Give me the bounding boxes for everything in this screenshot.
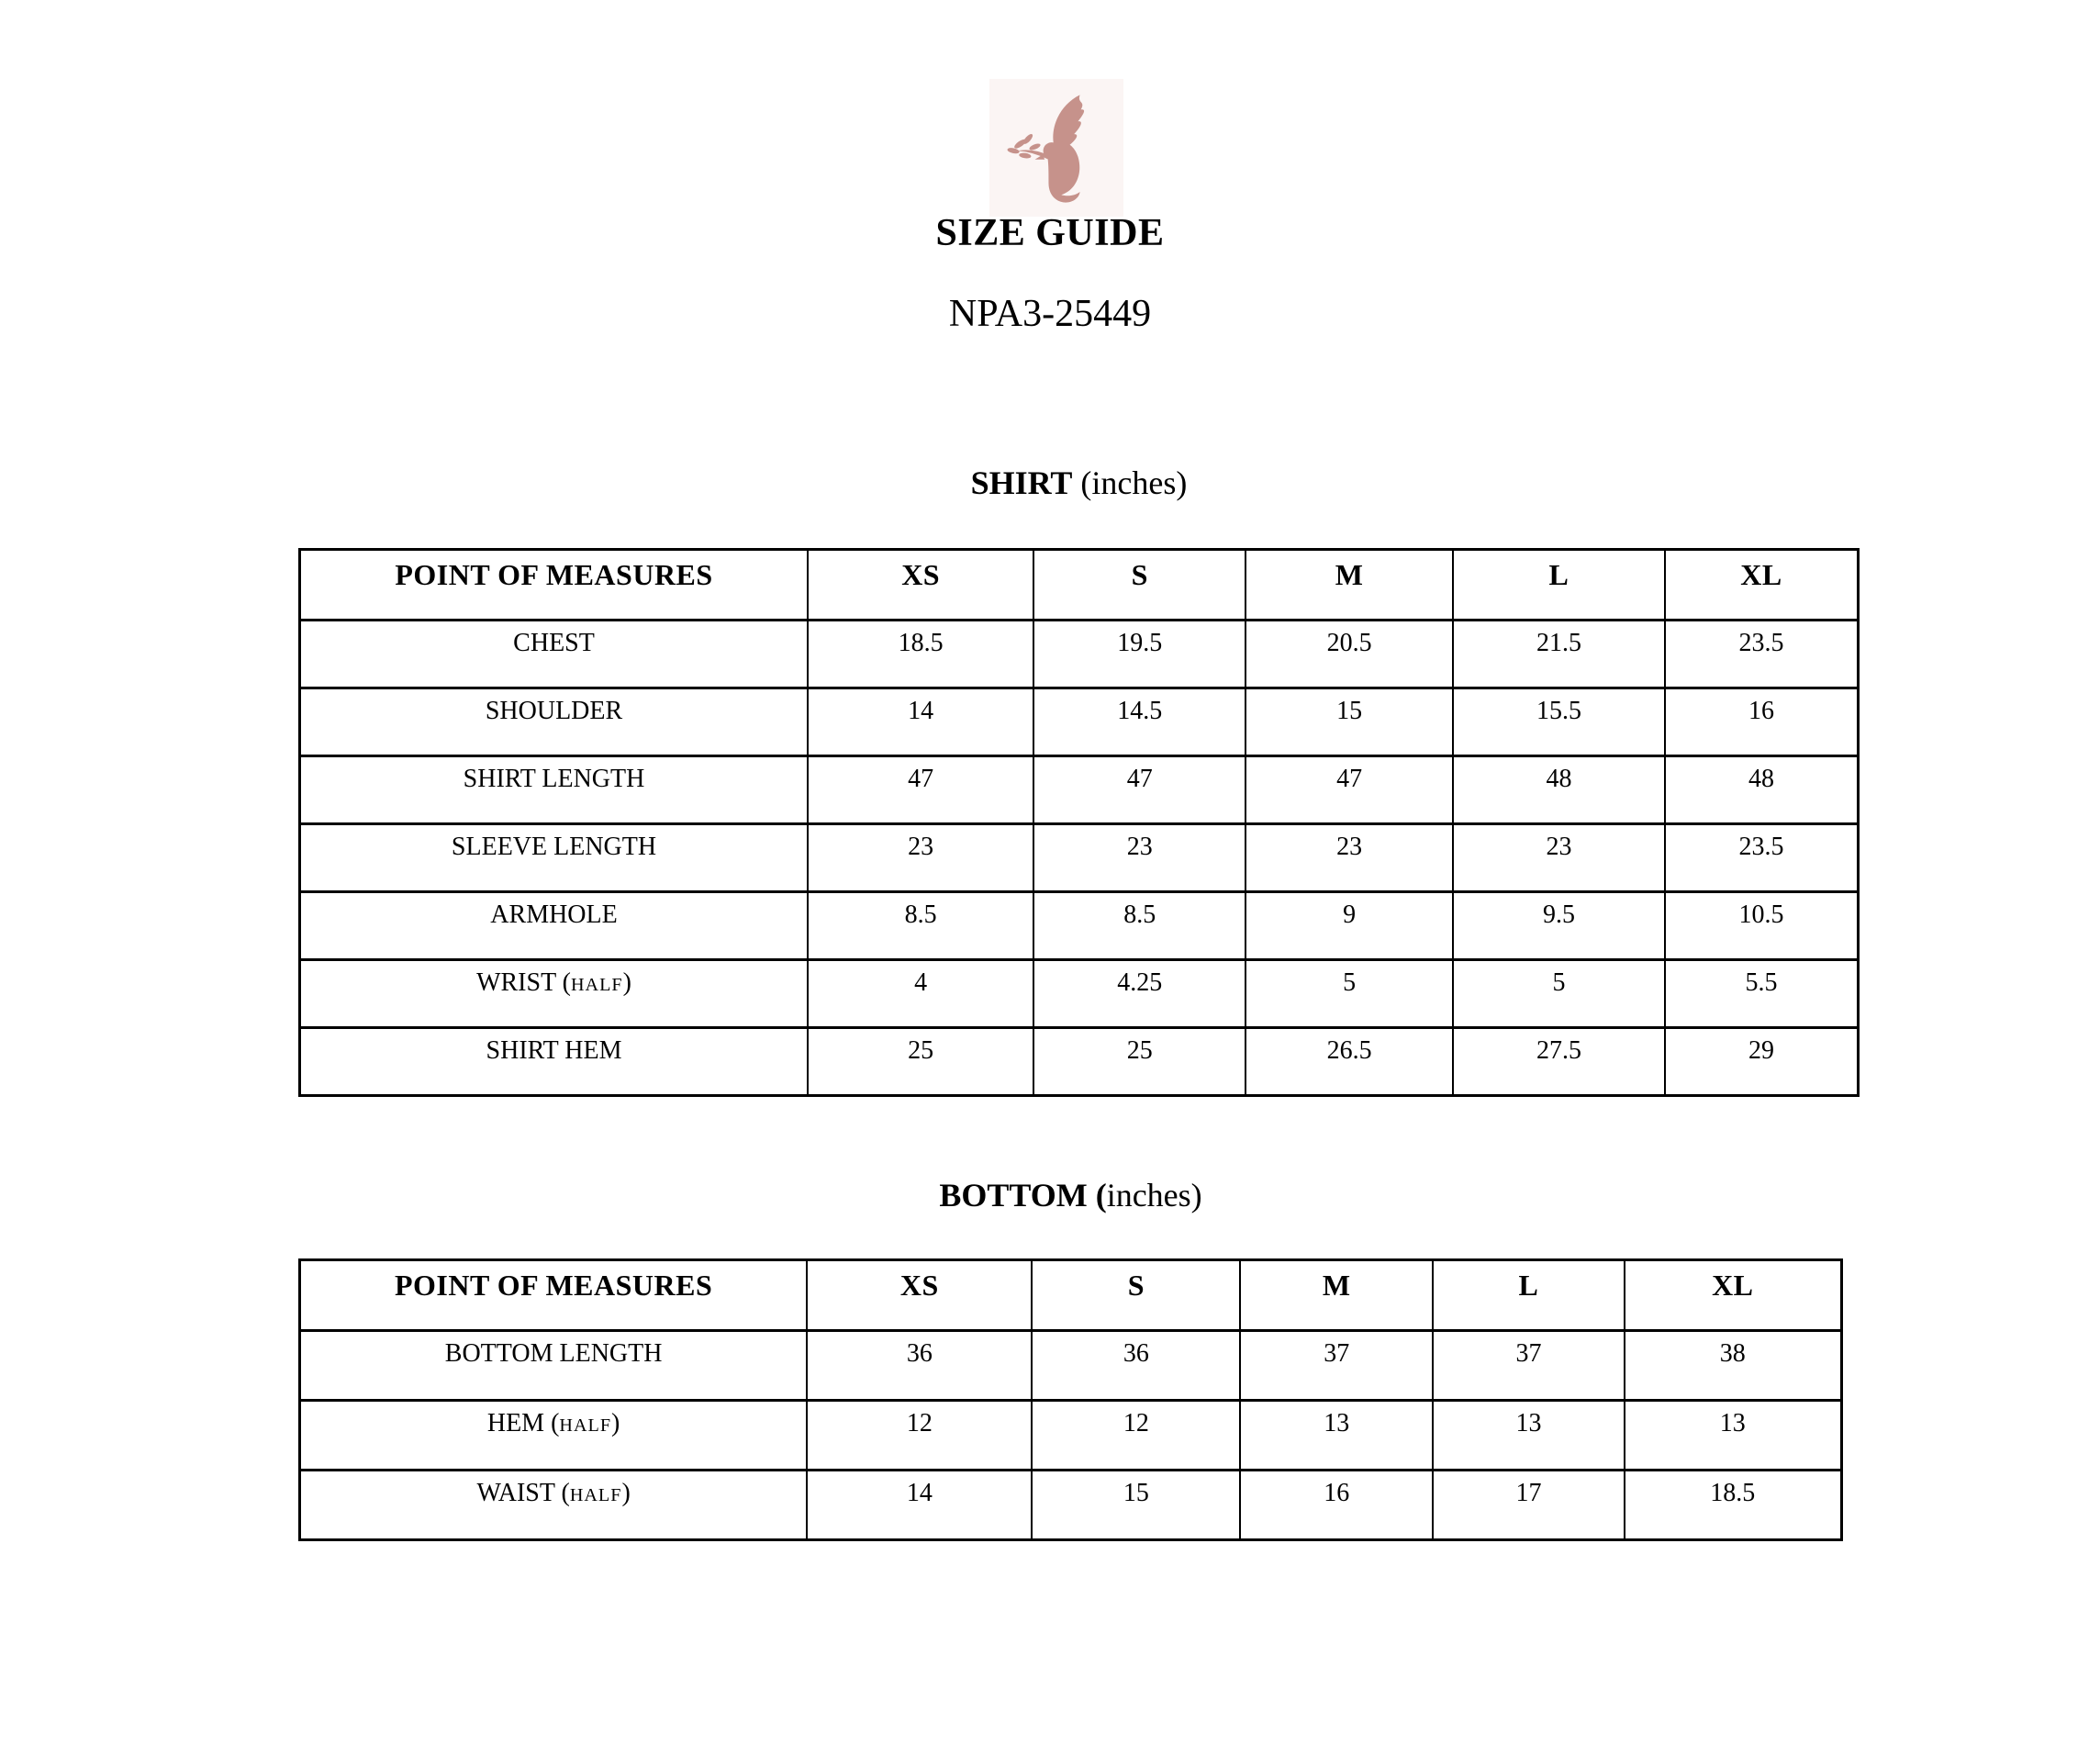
measure-value: 20.5: [1245, 621, 1453, 688]
bottom-section: [298, 1176, 1843, 1541]
measure-value: 25: [1033, 1028, 1245, 1096]
measure-value: 37: [1240, 1331, 1433, 1401]
measure-value: 23: [1453, 824, 1665, 892]
shirt-heading-unit: (inches): [1072, 464, 1188, 501]
measure-label-note: HALF: [569, 1485, 622, 1505]
measure-value: 5.5: [1665, 960, 1859, 1028]
measure-value: 13: [1625, 1401, 1842, 1471]
bottom-size-table: [298, 1258, 1843, 1541]
bottom-heading-unit: inches): [1106, 1177, 1202, 1214]
measure-value: 27.5: [1453, 1028, 1665, 1096]
measure-value: 21.5: [1453, 621, 1665, 688]
table-row: [300, 824, 1859, 892]
measure-value: 13: [1433, 1401, 1624, 1471]
column-header-size-l: L: [1433, 1260, 1624, 1331]
shirt-heading-bold: SHIRT: [970, 464, 1073, 501]
measure-value: 23: [1245, 824, 1453, 892]
shirt-table-header-row: [300, 550, 1859, 621]
column-header-size-s: S: [1033, 550, 1245, 621]
measure-value: 9: [1245, 892, 1453, 960]
measure-value: 14: [807, 1471, 1032, 1540]
measure-value: 10.5: [1665, 892, 1859, 960]
measure-value: 14: [808, 688, 1033, 756]
table-row: [300, 688, 1859, 756]
table-row: [300, 1028, 1859, 1096]
measure-value: 23.5: [1665, 621, 1859, 688]
column-header-point-of-measures: POINT OF MEASURES: [395, 558, 713, 591]
bottom-table-heading: [298, 1176, 1843, 1258]
measure-value: 47: [1033, 756, 1245, 824]
measure-value: 25: [808, 1028, 1033, 1096]
measure-value: 38: [1625, 1331, 1842, 1401]
measure-value: 8.5: [1033, 892, 1245, 960]
column-header-size-m: M: [1240, 1260, 1433, 1331]
column-header-size-l: L: [1453, 550, 1665, 621]
measure-label: BOTTOM LENGTH: [300, 1331, 808, 1401]
column-header-size-xl: XL: [1625, 1260, 1842, 1331]
measure-label: SHIRT LENGTH: [300, 756, 809, 824]
measure-value: 15.5: [1453, 688, 1665, 756]
bottom-heading-bold: BOTTOM (: [939, 1177, 1107, 1214]
measure-value: 15: [1245, 688, 1453, 756]
measure-value: 8.5: [808, 892, 1033, 960]
column-header-size-s: S: [1032, 1260, 1240, 1331]
measure-value: 16: [1665, 688, 1859, 756]
column-header-size-xl: XL: [1665, 550, 1859, 621]
table-row: [300, 1471, 1842, 1540]
measure-value: 9.5: [1453, 892, 1665, 960]
measure-value: 29: [1665, 1028, 1859, 1096]
measure-value: 19.5: [1033, 621, 1245, 688]
measure-value: 36: [807, 1331, 1032, 1401]
shirt-section: [298, 464, 1860, 1097]
measure-label: CHEST: [300, 621, 809, 688]
measure-value: 47: [1245, 756, 1453, 824]
measure-value: 14.5: [1033, 688, 1245, 756]
product-code: NPA3-25449: [948, 293, 1152, 335]
measure-value: 13: [1240, 1401, 1433, 1471]
measure-value: 36: [1032, 1331, 1240, 1401]
measure-value: 5: [1453, 960, 1665, 1028]
measure-value: 26.5: [1245, 1028, 1453, 1096]
shirt-table-heading: [298, 464, 1860, 548]
table-row: [300, 756, 1859, 824]
measure-value: 37: [1433, 1331, 1624, 1401]
table-row: [300, 1331, 1842, 1401]
measure-value: 16: [1240, 1471, 1433, 1540]
measure-value: 4: [808, 960, 1033, 1028]
dove-olive-branch-icon: [998, 87, 1115, 208]
measure-label: HEM (HALF): [300, 1401, 808, 1471]
shirt-size-table: [298, 548, 1860, 1097]
table-row: [300, 1401, 1842, 1471]
measure-value: 12: [1032, 1401, 1240, 1471]
page-title: SIZE GUIDE: [935, 212, 1165, 254]
column-header-size-xs: XS: [807, 1260, 1032, 1331]
measure-value: 5: [1245, 960, 1453, 1028]
table-row: [300, 960, 1859, 1028]
measure-label: SHIRT HEM: [300, 1028, 809, 1096]
table-row: [300, 621, 1859, 688]
measure-value: 12: [807, 1401, 1032, 1471]
measure-value: 18.5: [808, 621, 1033, 688]
measure-value: 48: [1665, 756, 1859, 824]
column-header-point-of-measures: POINT OF MEASURES: [394, 1269, 713, 1302]
bottom-table-header-row: [300, 1260, 1842, 1331]
measure-value: 18.5: [1625, 1471, 1842, 1540]
brand-logo: [989, 79, 1123, 217]
measure-label: WAIST (HALF): [300, 1471, 808, 1540]
measure-value: 4.25: [1033, 960, 1245, 1028]
measure-label: ARMHOLE: [300, 892, 809, 960]
measure-value: 23: [808, 824, 1033, 892]
measure-value: 17: [1433, 1471, 1624, 1540]
measure-label: WRIST (HALF): [300, 960, 809, 1028]
measure-label: SHOULDER: [300, 688, 809, 756]
table-row: [300, 892, 1859, 960]
column-header-size-m: M: [1245, 550, 1453, 621]
measure-label: SLEEVE LENGTH: [300, 824, 809, 892]
measure-label-note: HALF: [571, 975, 623, 995]
column-header-size-xs: XS: [808, 550, 1033, 621]
measure-value: 47: [808, 756, 1033, 824]
measure-value: 48: [1453, 756, 1665, 824]
measure-value: 23.5: [1665, 824, 1859, 892]
measure-value: 15: [1032, 1471, 1240, 1540]
measure-value: 23: [1033, 824, 1245, 892]
measure-label-note: HALF: [559, 1415, 612, 1436]
